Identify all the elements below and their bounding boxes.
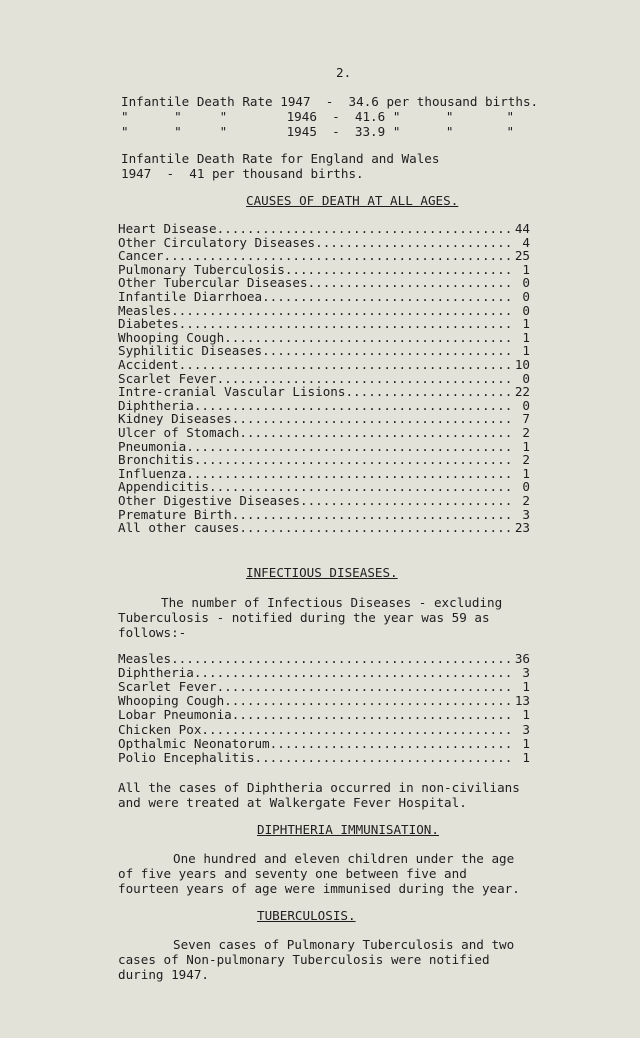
cause-value: 10: [514, 357, 530, 372]
immunisation-line-1: One hundred and eleven children under the age: [173, 851, 515, 866]
infection-value: 36: [514, 651, 530, 666]
page-number: 2.: [336, 65, 352, 80]
infection-value: 1: [522, 749, 530, 765]
infection-value: 1: [522, 679, 530, 695]
dot-leader: [232, 508, 514, 522]
cause-row: [118, 236, 530, 250]
cause-row: [118, 521, 530, 535]
cause-row: [118, 426, 530, 440]
dot-leader: [171, 652, 514, 666]
dot-leader: [315, 236, 514, 250]
england-rate-line-1: Infantile Death Rate for England and Wales: [121, 151, 440, 166]
dot-leader: [217, 680, 514, 694]
dot-leader: [262, 290, 514, 304]
dot-leader: [186, 467, 514, 481]
cause-value: 1: [522, 329, 530, 345]
cause-label: Kidney Diseases: [118, 411, 232, 427]
cause-label: Cancer: [118, 248, 164, 264]
tuberculosis-line-2: cases of Non-pulmonary Tuberculosis were notified: [118, 952, 490, 967]
diphtheria-note-line-1: All the cases of Diphtheria occurred in non-civilians: [118, 780, 520, 795]
cause-label: Heart Disease: [118, 221, 217, 236]
infection-row: [118, 694, 530, 708]
infectious-intro-line-2: Tuberculosis - notified during the year was 59 as: [118, 610, 490, 625]
cause-value: 0: [522, 479, 530, 495]
tuberculosis-line-3: during 1947.: [118, 967, 209, 982]
cause-value: 2: [522, 493, 530, 508]
cause-label: Diphtheria: [118, 397, 194, 413]
tuberculosis-heading: TUBERCULOSIS.: [257, 908, 356, 923]
infection-label: Polio Encephalitis: [118, 749, 255, 765]
infection-label: Opthalmic Neonatorum: [118, 735, 270, 751]
cause-value: 0: [522, 302, 530, 318]
infection-value: 1: [522, 735, 530, 751]
cause-label: Pulmonary Tuberculosis: [118, 261, 285, 277]
cause-value: 22: [514, 384, 530, 400]
rate-row-1946: " " " 1946 - 41.6 " " ": [121, 109, 515, 124]
dot-leader: [285, 263, 514, 277]
infection-row: [118, 680, 530, 694]
cause-label: Scarlet Fever: [118, 370, 217, 386]
cause-label: Syphilitic Diseases: [118, 343, 263, 359]
infection-label: Lobar Pneumonia: [118, 707, 232, 723]
dot-leader: [345, 385, 514, 399]
infection-label: Scarlet Fever: [118, 679, 217, 695]
cause-row: [118, 222, 530, 236]
cause-value: 2: [522, 425, 530, 440]
cause-label: Premature Birth: [118, 506, 232, 522]
infection-label: Measles: [118, 651, 172, 666]
infection-value: 3: [522, 665, 530, 681]
dot-leader: [224, 331, 514, 345]
cause-value: 7: [522, 411, 530, 427]
england-rate-line-2: 1947 - 41 per thousand births.: [121, 166, 364, 181]
infection-value: 3: [522, 721, 530, 737]
immunisation-heading: DIPHTHERIA IMMUNISATION.: [257, 822, 439, 837]
cause-label: Other Circulatory Diseases: [118, 234, 316, 250]
infectious-intro-line-1: The number of Infectious Diseases - excluding: [161, 595, 503, 610]
dot-leader: [232, 412, 514, 426]
cause-label: Measles: [118, 302, 172, 318]
infection-row: [118, 666, 530, 680]
cause-value: 0: [522, 397, 530, 413]
dot-leader: [194, 399, 514, 413]
cause-value: 4: [522, 234, 530, 250]
cause-label: Accident: [118, 357, 179, 372]
infection-label: Chicken Pox: [118, 721, 202, 737]
cause-label: Infantile Diarrhoea: [118, 289, 263, 304]
cause-label: Other Digestive Diseases: [118, 493, 300, 508]
infection-row: [118, 751, 530, 765]
cause-row: [118, 290, 530, 304]
cause-label: Ulcer of Stomach: [118, 425, 240, 440]
dot-leader: [201, 723, 514, 737]
infectious-heading: INFECTIOUS DISEASES.: [246, 565, 398, 580]
cause-value: 1: [522, 465, 530, 481]
cause-value: 1: [522, 438, 530, 454]
cause-label: Diabetes: [118, 316, 179, 332]
cause-value: 1: [522, 343, 530, 359]
cause-value: 0: [522, 370, 530, 386]
dot-leader: [239, 521, 514, 535]
infection-row: [118, 652, 530, 666]
dot-leader: [179, 358, 514, 372]
cause-label: All other causes: [118, 520, 240, 536]
causes-heading: CAUSES OF DEATH AT ALL AGES.: [246, 193, 459, 208]
cause-label: Pneumonia: [118, 438, 187, 454]
diphtheria-note-line-2: and were treated at Walkergate Fever Hospital.: [118, 795, 467, 810]
cause-value: 44: [514, 221, 530, 236]
rate-row-1945: " " " 1945 - 33.9 " " ": [121, 124, 515, 139]
dot-leader: [262, 344, 514, 358]
dot-leader: [194, 666, 514, 680]
cause-value: 25: [514, 248, 530, 264]
dot-leader: [194, 453, 514, 467]
cause-label: Other Tubercular Diseases: [118, 275, 308, 291]
dot-leader: [308, 276, 514, 290]
infection-row: [118, 737, 530, 751]
infection-value: 1: [522, 707, 530, 723]
cause-row: [118, 344, 530, 358]
dot-leader: [224, 694, 514, 708]
cause-value: 1: [522, 316, 530, 332]
cause-row: [118, 304, 530, 318]
dot-leader: [232, 708, 514, 722]
infection-value: 13: [514, 693, 530, 709]
cause-value: 0: [522, 289, 530, 304]
immunisation-line-2: of five years and seventy one between five and: [118, 866, 467, 881]
cause-label: Bronchitis: [118, 452, 194, 468]
cause-value: 23: [514, 520, 530, 536]
cause-row: [118, 358, 530, 372]
cause-label: Influenza: [118, 465, 187, 481]
rate-row-1947: Infantile Death Rate 1947 - 34.6 per thousand births.: [121, 94, 539, 109]
dot-leader: [186, 440, 514, 454]
cause-value: 0: [522, 275, 530, 291]
cause-value: 3: [522, 506, 530, 522]
infection-row: [118, 708, 530, 722]
cause-label: Whooping Cough: [118, 329, 225, 345]
immunisation-line-3: fourteen years of age were immunised during the year.: [118, 881, 520, 896]
dot-leader: [171, 304, 514, 318]
cause-label: Intre-cranial Vascular Lisions: [118, 384, 346, 400]
cause-label: Appendicitis: [118, 479, 209, 495]
dot-leader: [217, 222, 514, 236]
dot-leader: [270, 737, 514, 751]
infection-label: Whooping Cough: [118, 693, 225, 709]
infectious-intro-line-3: follows:-: [118, 625, 187, 640]
cause-value: 1: [522, 261, 530, 277]
cause-value: 2: [522, 452, 530, 468]
cause-row: [118, 494, 530, 508]
infection-row: [118, 723, 530, 737]
dot-leader: [300, 494, 514, 508]
tuberculosis-line-1: Seven cases of Pulmonary Tuberculosis and two: [173, 937, 515, 952]
dot-leader: [179, 317, 514, 331]
dot-leader: [254, 751, 514, 765]
dot-leader: [239, 426, 514, 440]
infection-label: Diphtheria: [118, 665, 194, 681]
